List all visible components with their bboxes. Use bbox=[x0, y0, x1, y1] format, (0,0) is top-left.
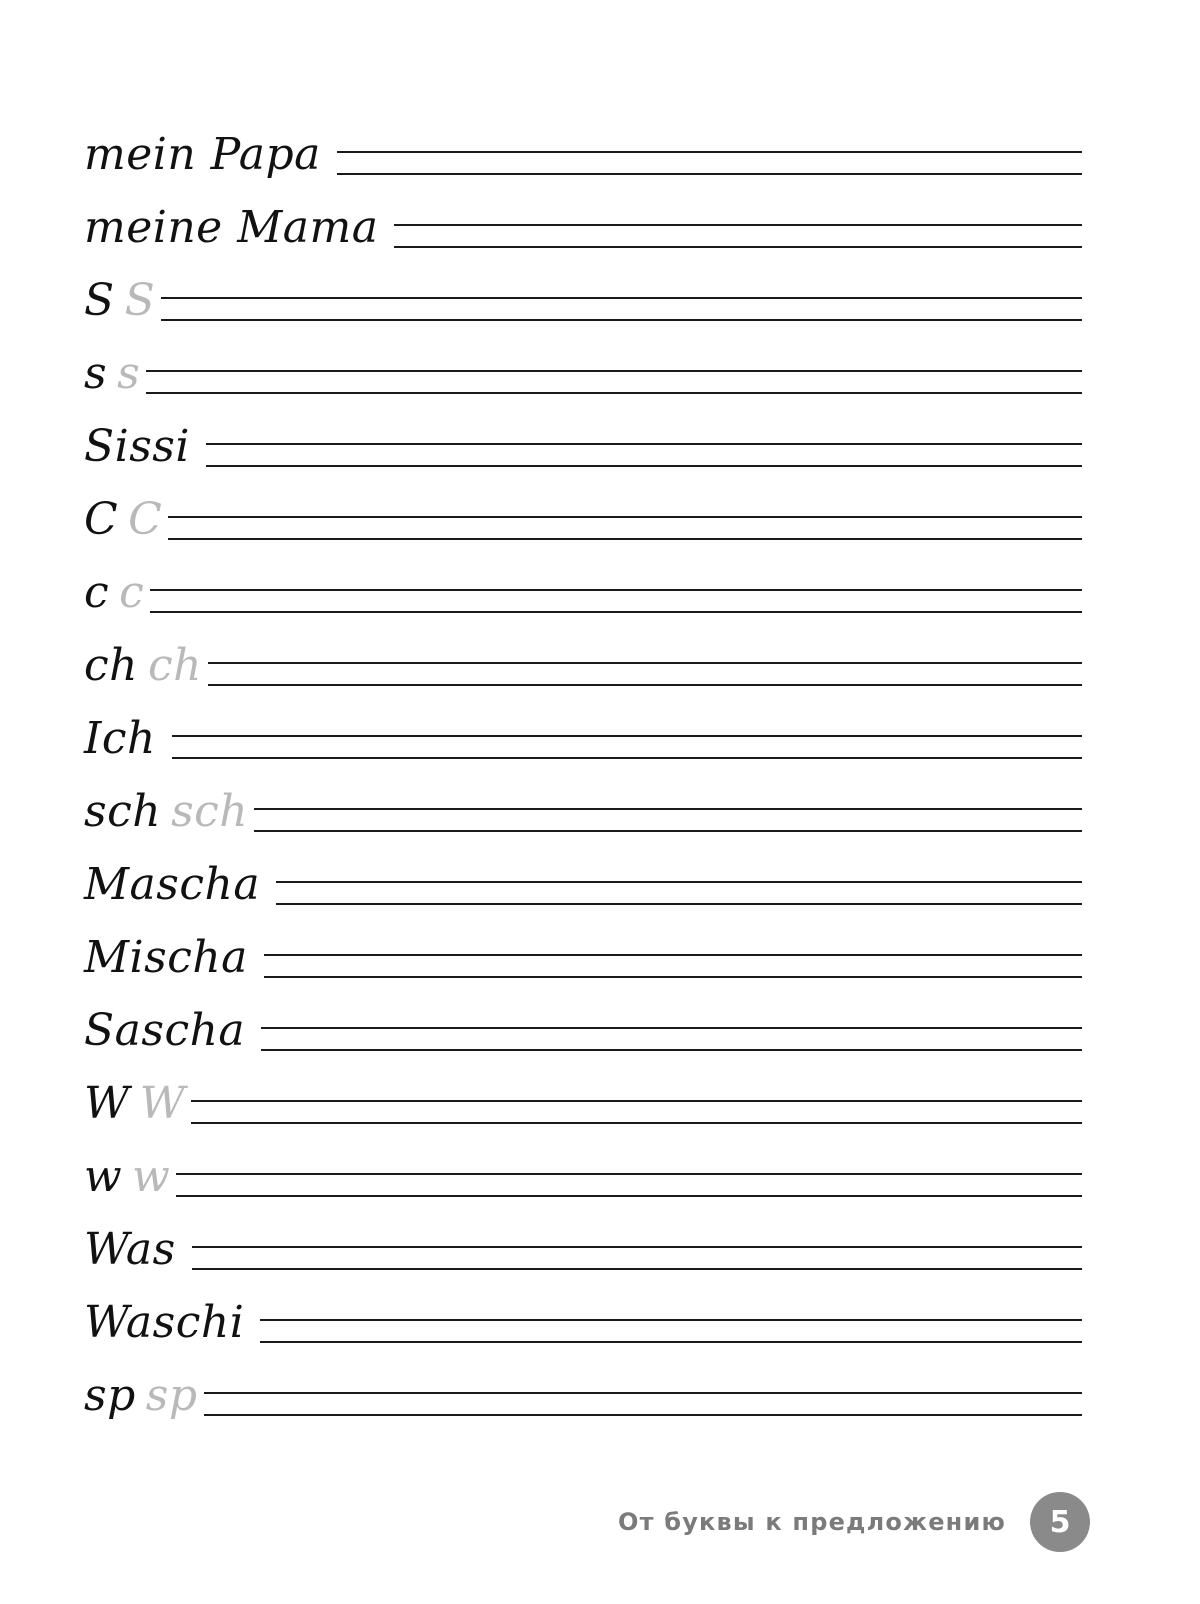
sample-text-trace: S bbox=[124, 275, 156, 326]
sample-text-trace: w bbox=[132, 1151, 171, 1202]
sample-text-trace: W bbox=[139, 1078, 186, 1129]
sample-text-dark: Was bbox=[84, 1224, 176, 1275]
guide-line-bottom bbox=[84, 1268, 1082, 1270]
sample-text-dark: Waschi bbox=[84, 1297, 245, 1348]
sample-text bbox=[84, 983, 261, 1056]
sample-text-dark: sp bbox=[84, 1370, 136, 1421]
sample-text-dark: mein Papa bbox=[84, 129, 321, 180]
writing-row-17 bbox=[84, 1297, 1082, 1379]
guide-line-top bbox=[84, 1392, 1082, 1394]
guide-line-bottom bbox=[84, 757, 1082, 759]
writing-row-5 bbox=[84, 421, 1082, 503]
guide-line-bottom bbox=[84, 319, 1082, 321]
writing-row-14 bbox=[84, 1078, 1082, 1160]
sample-text bbox=[84, 764, 254, 837]
guide-line-bottom bbox=[84, 465, 1082, 467]
writing-row-4 bbox=[84, 348, 1082, 430]
sample-text-trace: s bbox=[117, 348, 141, 399]
writing-row-6 bbox=[84, 494, 1082, 576]
guide-line-top bbox=[84, 443, 1082, 445]
sample-text bbox=[84, 691, 172, 764]
page-number: 5 bbox=[1049, 1504, 1071, 1540]
sample-text bbox=[84, 180, 394, 253]
sample-text-trace: sp bbox=[145, 1370, 198, 1421]
sample-text-dark: w bbox=[84, 1151, 123, 1202]
writing-row-7 bbox=[84, 567, 1082, 649]
sample-text-dark: sch bbox=[84, 786, 162, 837]
guide-line-top bbox=[84, 589, 1082, 591]
sample-text-dark: Sissi bbox=[84, 421, 190, 472]
guide-line-bottom bbox=[84, 538, 1082, 540]
sample-text-trace: C bbox=[128, 494, 163, 545]
sample-text-dark: Mascha bbox=[84, 859, 261, 910]
sample-text-trace: c bbox=[119, 567, 145, 618]
sample-text-dark: W bbox=[84, 1078, 130, 1129]
guide-line-bottom bbox=[84, 1414, 1082, 1416]
sample-text-dark: S bbox=[84, 275, 115, 326]
guide-line-top bbox=[84, 735, 1082, 737]
guide-line-bottom bbox=[84, 684, 1082, 686]
sample-text-dark: s bbox=[84, 348, 108, 399]
sample-text-dark: Sascha bbox=[84, 1005, 246, 1056]
writing-row-3 bbox=[84, 275, 1082, 357]
sample-text bbox=[84, 472, 168, 545]
sample-text bbox=[84, 1348, 204, 1421]
guide-line-top bbox=[84, 1246, 1082, 1248]
section-title: От буквы к предложению bbox=[617, 1508, 1006, 1536]
page-footer bbox=[618, 1492, 1090, 1552]
sample-text-dark: Ich bbox=[84, 713, 156, 764]
sample-text bbox=[84, 837, 276, 910]
sample-text-dark: ch bbox=[84, 640, 138, 691]
guide-line-top bbox=[84, 516, 1082, 518]
sample-text bbox=[84, 1056, 191, 1129]
writing-row-2 bbox=[84, 202, 1082, 284]
sample-text bbox=[84, 107, 337, 180]
writing-row-13 bbox=[84, 1005, 1082, 1087]
sample-text-dark: C bbox=[84, 494, 119, 545]
guide-line-bottom bbox=[84, 392, 1082, 394]
writing-row-18 bbox=[84, 1370, 1082, 1452]
writing-row-8 bbox=[84, 640, 1082, 722]
sample-text-trace: sch bbox=[171, 786, 249, 837]
guide-line-top bbox=[84, 1100, 1082, 1102]
writing-row-15 bbox=[84, 1151, 1082, 1233]
sample-text-dark: Mischa bbox=[84, 932, 248, 983]
sample-text bbox=[84, 1129, 176, 1202]
guide-line-bottom bbox=[84, 611, 1082, 613]
sample-text bbox=[84, 399, 206, 472]
sample-text bbox=[84, 910, 264, 983]
sample-text bbox=[84, 1202, 192, 1275]
sample-text-dark: meine Mama bbox=[84, 202, 379, 253]
sample-text bbox=[84, 1275, 260, 1348]
guide-line-top bbox=[84, 662, 1082, 664]
guide-line-top bbox=[84, 297, 1082, 299]
sample-text bbox=[84, 253, 161, 326]
sample-text bbox=[84, 545, 150, 618]
guide-line-top bbox=[84, 370, 1082, 372]
page-number-badge bbox=[1030, 1492, 1090, 1552]
sample-text-dark: c bbox=[84, 567, 110, 618]
guide-line-top bbox=[84, 1173, 1082, 1175]
sample-text bbox=[84, 618, 208, 691]
guide-line-bottom bbox=[84, 1195, 1082, 1197]
sample-text-trace: ch bbox=[147, 640, 202, 691]
sample-text bbox=[84, 326, 146, 399]
guide-line-bottom bbox=[84, 1122, 1082, 1124]
